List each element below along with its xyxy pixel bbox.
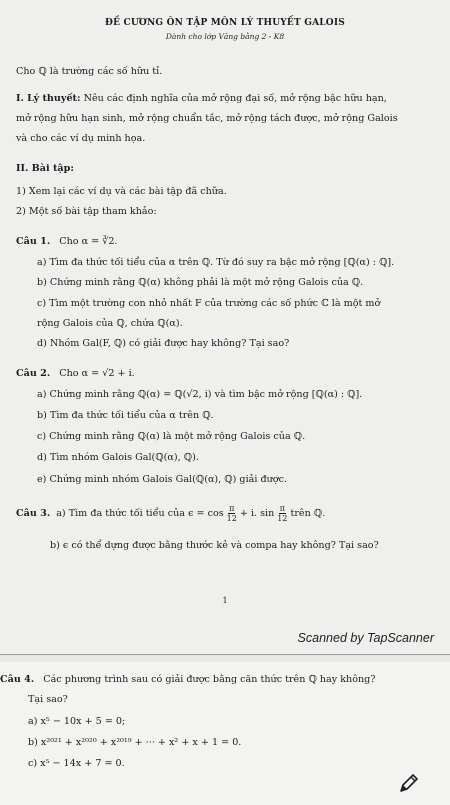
cau1-stem: Cho α = ∛2. [59,236,118,247]
cau2-part-a: a) Chứng minh rằng ℚ(α) = ℚ(√2, i) và tìm bậc mở rộng [ℚ(α) : ℚ]. [37,389,363,400]
cau2-part-c: c) Chứng minh rằng ℚ(α) là một mở rộng Galois của ℚ. [37,431,306,442]
fraction-denominator: 12 [226,514,237,523]
cau3-fraction-1 [227,504,237,523]
pencil-edit-icon[interactable] [398,772,420,794]
cau3-part-b: b) ϵ có thể dựng được bằng thước kẻ và compa hay không? Tại sao? [50,540,379,551]
intro-text: Cho ℚ là trường các số hữu tỉ. [16,66,163,77]
cau4-stem-line2: Tại sao? [28,694,68,705]
cau4-part-a: a) x⁵ − 10x + 5 = 0; [28,716,126,727]
theory-line-3: và cho các ví dụ minh họa. [16,133,146,144]
exercises-heading: II. Bài tập: [16,163,74,174]
cau3-a-suffix: trên ℚ. [290,508,326,519]
fraction-denominator: 12 [277,514,288,523]
theory-text-1: Nêu các định nghĩa của mở rộng đại số, mở rộng bậc hữu hạn, [83,93,387,104]
page-number: 1 [222,596,228,605]
scanner-watermark: Scanned by TapScanner [297,631,434,645]
cau3-part-a-line [16,504,325,523]
cau2-label: Câu 2. [16,368,51,379]
document-subtitle: Dành cho lớp Văng bằng 2 - K8 [165,32,285,41]
cau1-part-d: d) Nhóm Gal(F, ℚ) có giải được hay không? Tại sao? [37,338,290,349]
theory-heading: I. Lý thuyết: [16,93,81,104]
cau4-part-b: b) x²⁰²¹ + x²⁰²⁰ + x²⁰¹⁹ + ··· + x² + x + 1 = 0. [28,737,242,748]
cau3-a-prefix: a) Tìm đa thức tối tiểu của ϵ = cos [56,508,224,519]
page-2 [0,662,450,805]
cau2-part-d: d) Tìm nhóm Galois Gal(ℚ(α), ℚ). [37,452,199,463]
cau1-stem-line [16,236,117,247]
cau3-label: Câu 3. [16,508,51,519]
theory-line-2: mở rộng hữu hạn sinh, mở rộng chuẩn tắc, mở rộng tách được, mở rộng Galois [16,113,398,124]
cau1-part-c-line2: rộng Galois của ℚ, chứa ℚ(α). [37,318,183,329]
cau4-stem-line [0,674,375,685]
page-divider [0,654,450,655]
cau4-part-c: c) x⁵ − 14x + 7 = 0. [28,758,125,769]
exercise-item-2: 2) Một số bài tập tham khảo: [16,206,157,217]
fraction-numerator: π [229,504,235,513]
cau4-label: Câu 4. [0,674,35,685]
cau3-fraction-2 [277,504,287,523]
document-title: ĐỀ CƯƠNG ÔN TẬP MÔN LÝ THUYẾT GALOIS [105,18,345,28]
cau2-part-b: b) Tìm đa thức tối tiểu của α trên ℚ. [37,410,214,421]
cau1-label: Câu 1. [16,236,51,247]
fraction-numerator: π [279,504,286,513]
cau3-a-mid: + i. sin [239,508,275,519]
theory-line-1 [16,93,387,104]
cau1-part-c-line1: c) Tìm một trường con nhỏ nhất F của trường các số phức ℂ là một mở [37,298,381,309]
cau1-part-a: a) Tìm đa thức tối tiểu của α trên ℚ. Từ đó suy ra bậc mở rộng [ℚ(α) : ℚ]. [37,257,395,268]
cau2-stem-line [16,368,135,379]
cau1-part-b: b) Chứng minh rằng ℚ(α) không phải là một mở rộng Galois của ℚ. [37,277,364,288]
exercise-item-1: 1) Xem lại các ví dụ và các bài tập đã chữa. [16,186,227,197]
cau4-stem: Các phương trình sau có giải được bằng căn thức trên ℚ hay không? [43,674,376,685]
cau2-part-e: e) Chứng minh nhóm Galois Gal(ℚ(α), ℚ) giải được. [37,474,287,485]
cau2-stem: Cho α = √2 + i. [59,368,135,379]
